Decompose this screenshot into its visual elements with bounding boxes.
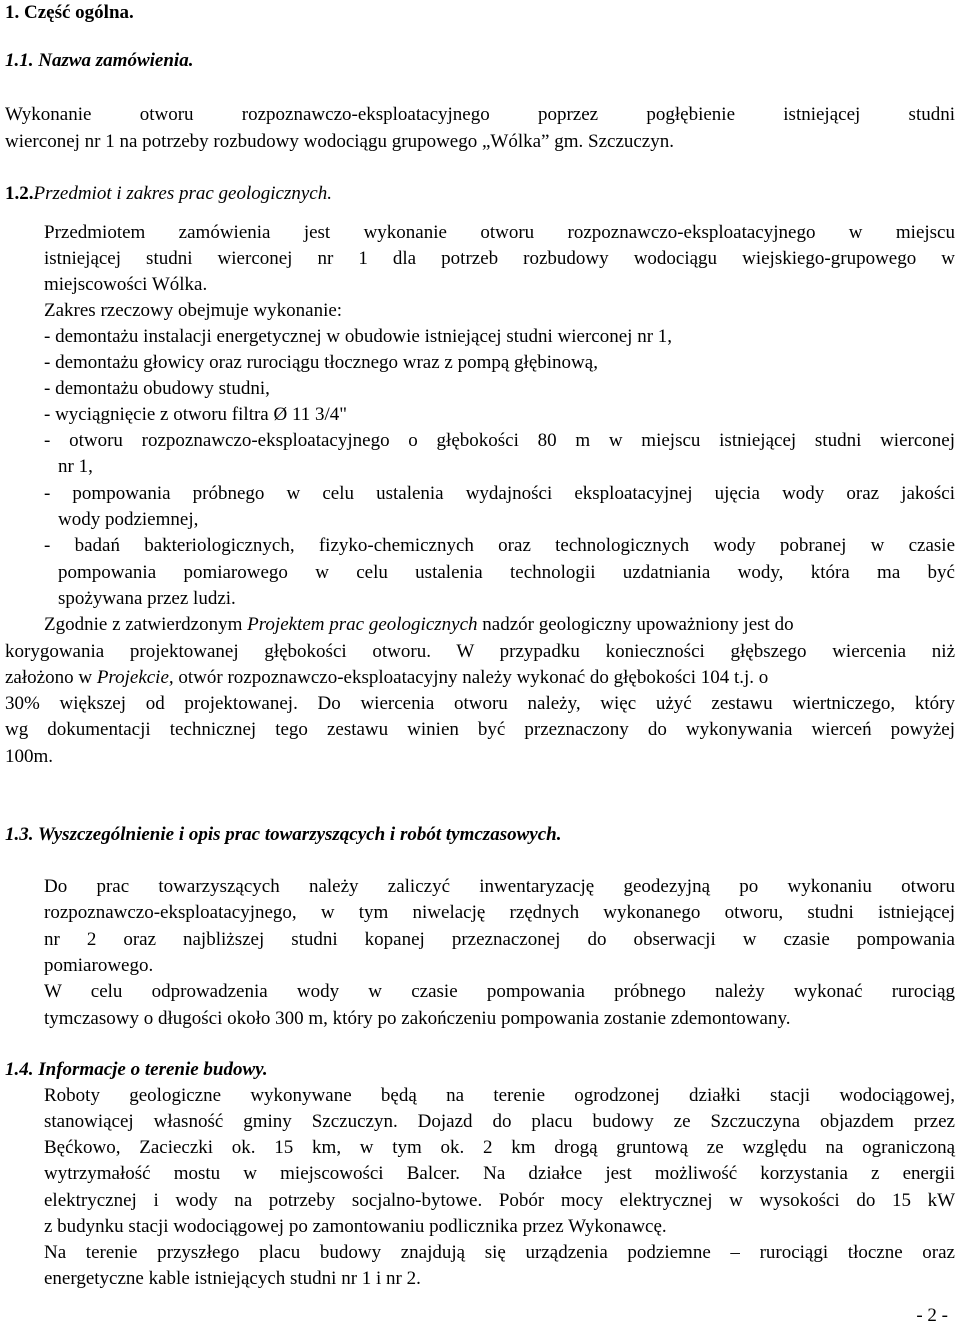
list-item: - pompowania próbnego w celu ustalenia wydajności eksploatacyjnej ujęcia wody oraz jakości xyxy=(44,483,955,504)
paragraph-line: 100m. xyxy=(5,746,54,767)
list-item-continued: spożywana przez ludzi. xyxy=(58,588,236,609)
list-item: - otworu rozpoznawczo-eksploatacyjnego o głębokości 80 m w miejscu istniejącej studni wierconej xyxy=(44,430,955,451)
text-run: Zgodnie z zatwierdzonym xyxy=(44,614,248,635)
paragraph-line: Na terenie przyszłego placu budowy znajdują się urządzenia podziemne – rurociągi tłoczne oraz xyxy=(44,1242,955,1263)
paragraph-line: stanowiącej własność gminy Szczuczyn. Dojazd do placu budowy ze Szczuczyna objazdem przez xyxy=(44,1111,955,1132)
paragraph-line: Bęćkowo, Zacieczki ok. 15 km, w tym ok. 2 km drogą gruntową ze względu na ograniczoną xyxy=(44,1137,955,1158)
list-item: - demontażu głowicy oraz rurociągu tłocznego wraz z pompą głębinową, xyxy=(44,352,598,373)
list-item-continued: wody podziemnej, xyxy=(58,509,199,530)
list-item: - demontażu instalacji energetycznej w obudowie istniejącej studni wierconej nr 1, xyxy=(44,326,673,347)
list-item: - demontażu obudowy studni, xyxy=(44,378,270,399)
paragraph-line xyxy=(5,665,955,691)
project-title-italic: Projektem prac geologicznych xyxy=(247,614,478,635)
list-item-continued: nr 1, xyxy=(58,456,93,477)
text-run: otwór rozpoznawczo-eksploatacyjny należy wykonać do głębokości 104 t.j. o xyxy=(173,667,769,688)
paragraph-line: 30% większej od projektowanej. Do wiercenia otworu należy, więc użyć zestawu wiertniczego, który xyxy=(5,693,955,714)
paragraph-line: korygowania projektowanej głębokości otworu. W przypadku konieczności głębszego wiercenia niż xyxy=(5,641,955,662)
page-number: - 2 - xyxy=(916,1305,948,1326)
list-item-continued: pompowania pomiarowego w celu ustalenia technologii uzdatniania wody, która ma być xyxy=(58,562,955,583)
paragraph-line: pomiarowego. xyxy=(44,955,154,976)
paragraph-line: wg dokumentacji technicznej tego zestawu winien być przeznaczony do wykonywania wierceń powyżej xyxy=(5,719,955,740)
project-italic: Projekcie, xyxy=(96,667,174,688)
paragraph-line: rozpoznawczo-eksploatacyjnego, w tym niwelację rzędnych wykonanego otworu, studni istniejącej xyxy=(44,902,955,923)
section-1-3-heading: 1.3. Wyszczególnienie i opis prac towarzyszących i robót tymczasowych. xyxy=(5,824,562,845)
paragraph-line: istniejącej studni wierconej nr 1 dla potrzeb rozbudowy wodociągu wiejskiego-grupowego w xyxy=(44,248,955,269)
paragraph-line: z budynku stacji wodociągowej po zamontowaniu podlicznika przez Wykonawcę. xyxy=(44,1216,667,1237)
paragraph-line: Do prac towarzyszących należy zaliczyć inwentaryzację geodezyjną po wykonaniu otworu xyxy=(44,876,955,897)
scope-intro: Zakres rzeczowy obejmuje wykonanie: xyxy=(44,300,343,321)
paragraph-line xyxy=(44,612,955,638)
section-1-1-heading: 1.1. Nazwa zamówienia. xyxy=(5,50,194,71)
paragraph-line: miejscowości Wólka. xyxy=(44,274,208,295)
paragraph-line: Przedmiotem zamówienia jest wykonanie otworu rozpoznawczo-eksploatacyjnego w miejscu xyxy=(44,222,955,243)
section-1-2-heading xyxy=(5,181,332,207)
section-1-4-heading: 1.4. Informacje o terenie budowy. xyxy=(5,1059,268,1080)
paragraph-line: tymczasowy o długości około 300 m, który po zakończeniu pompowania zostanie zdemontowany. xyxy=(44,1008,791,1029)
paragraph-line: wytrzymałość mostu w miejscowości Balcer. Na działce jest możliwość korzystania z energii xyxy=(44,1163,955,1184)
paragraph-line: Wykonanie otworu rozpoznawczo-eksploatacyjnego poprzez pogłębienie istniejącej studni xyxy=(5,104,955,125)
paragraph-line: nr 2 oraz najbliższej studni kopanej przeznaczonej do obserwacji w czasie pompowania xyxy=(44,929,955,950)
section-1-2-number: 1.2. xyxy=(5,183,34,204)
section-1-2-title: Przedmiot i zakres prac geologicznych. xyxy=(33,183,332,204)
list-item: - wyciągnięcie z otworu filtra Ø 11 3/4" xyxy=(44,404,348,425)
text-run: założono w xyxy=(5,667,97,688)
section-1-heading: 1. Część ogólna. xyxy=(5,2,134,23)
paragraph-line: wierconej nr 1 na potrzeby rozbudowy wodociągu grupowego „Wólka” gm. Szczuczyn. xyxy=(5,131,674,152)
paragraph-line: energetyczne kable istniejących studni nr 1 i nr 2. xyxy=(44,1268,421,1289)
list-item: - badań bakteriologicznych, fizyko-chemicznych oraz technologicznych wody pobranej w czasie xyxy=(44,535,955,556)
text-run: nadzór geologiczny upoważniony jest do xyxy=(477,614,794,635)
paragraph-line: W celu odprowadzenia wody w czasie pompowania próbnego należy wykonać rurociąg xyxy=(44,981,955,1002)
paragraph-line: elektrycznej i wody na potrzeby socjalno-bytowe. Pobór mocy elektrycznej w wysokości do 15 kW xyxy=(44,1190,955,1211)
paragraph-line: Roboty geologiczne wykonywane będą na terenie ogrodzonej działki stacji wodociągowej, xyxy=(44,1085,955,1106)
